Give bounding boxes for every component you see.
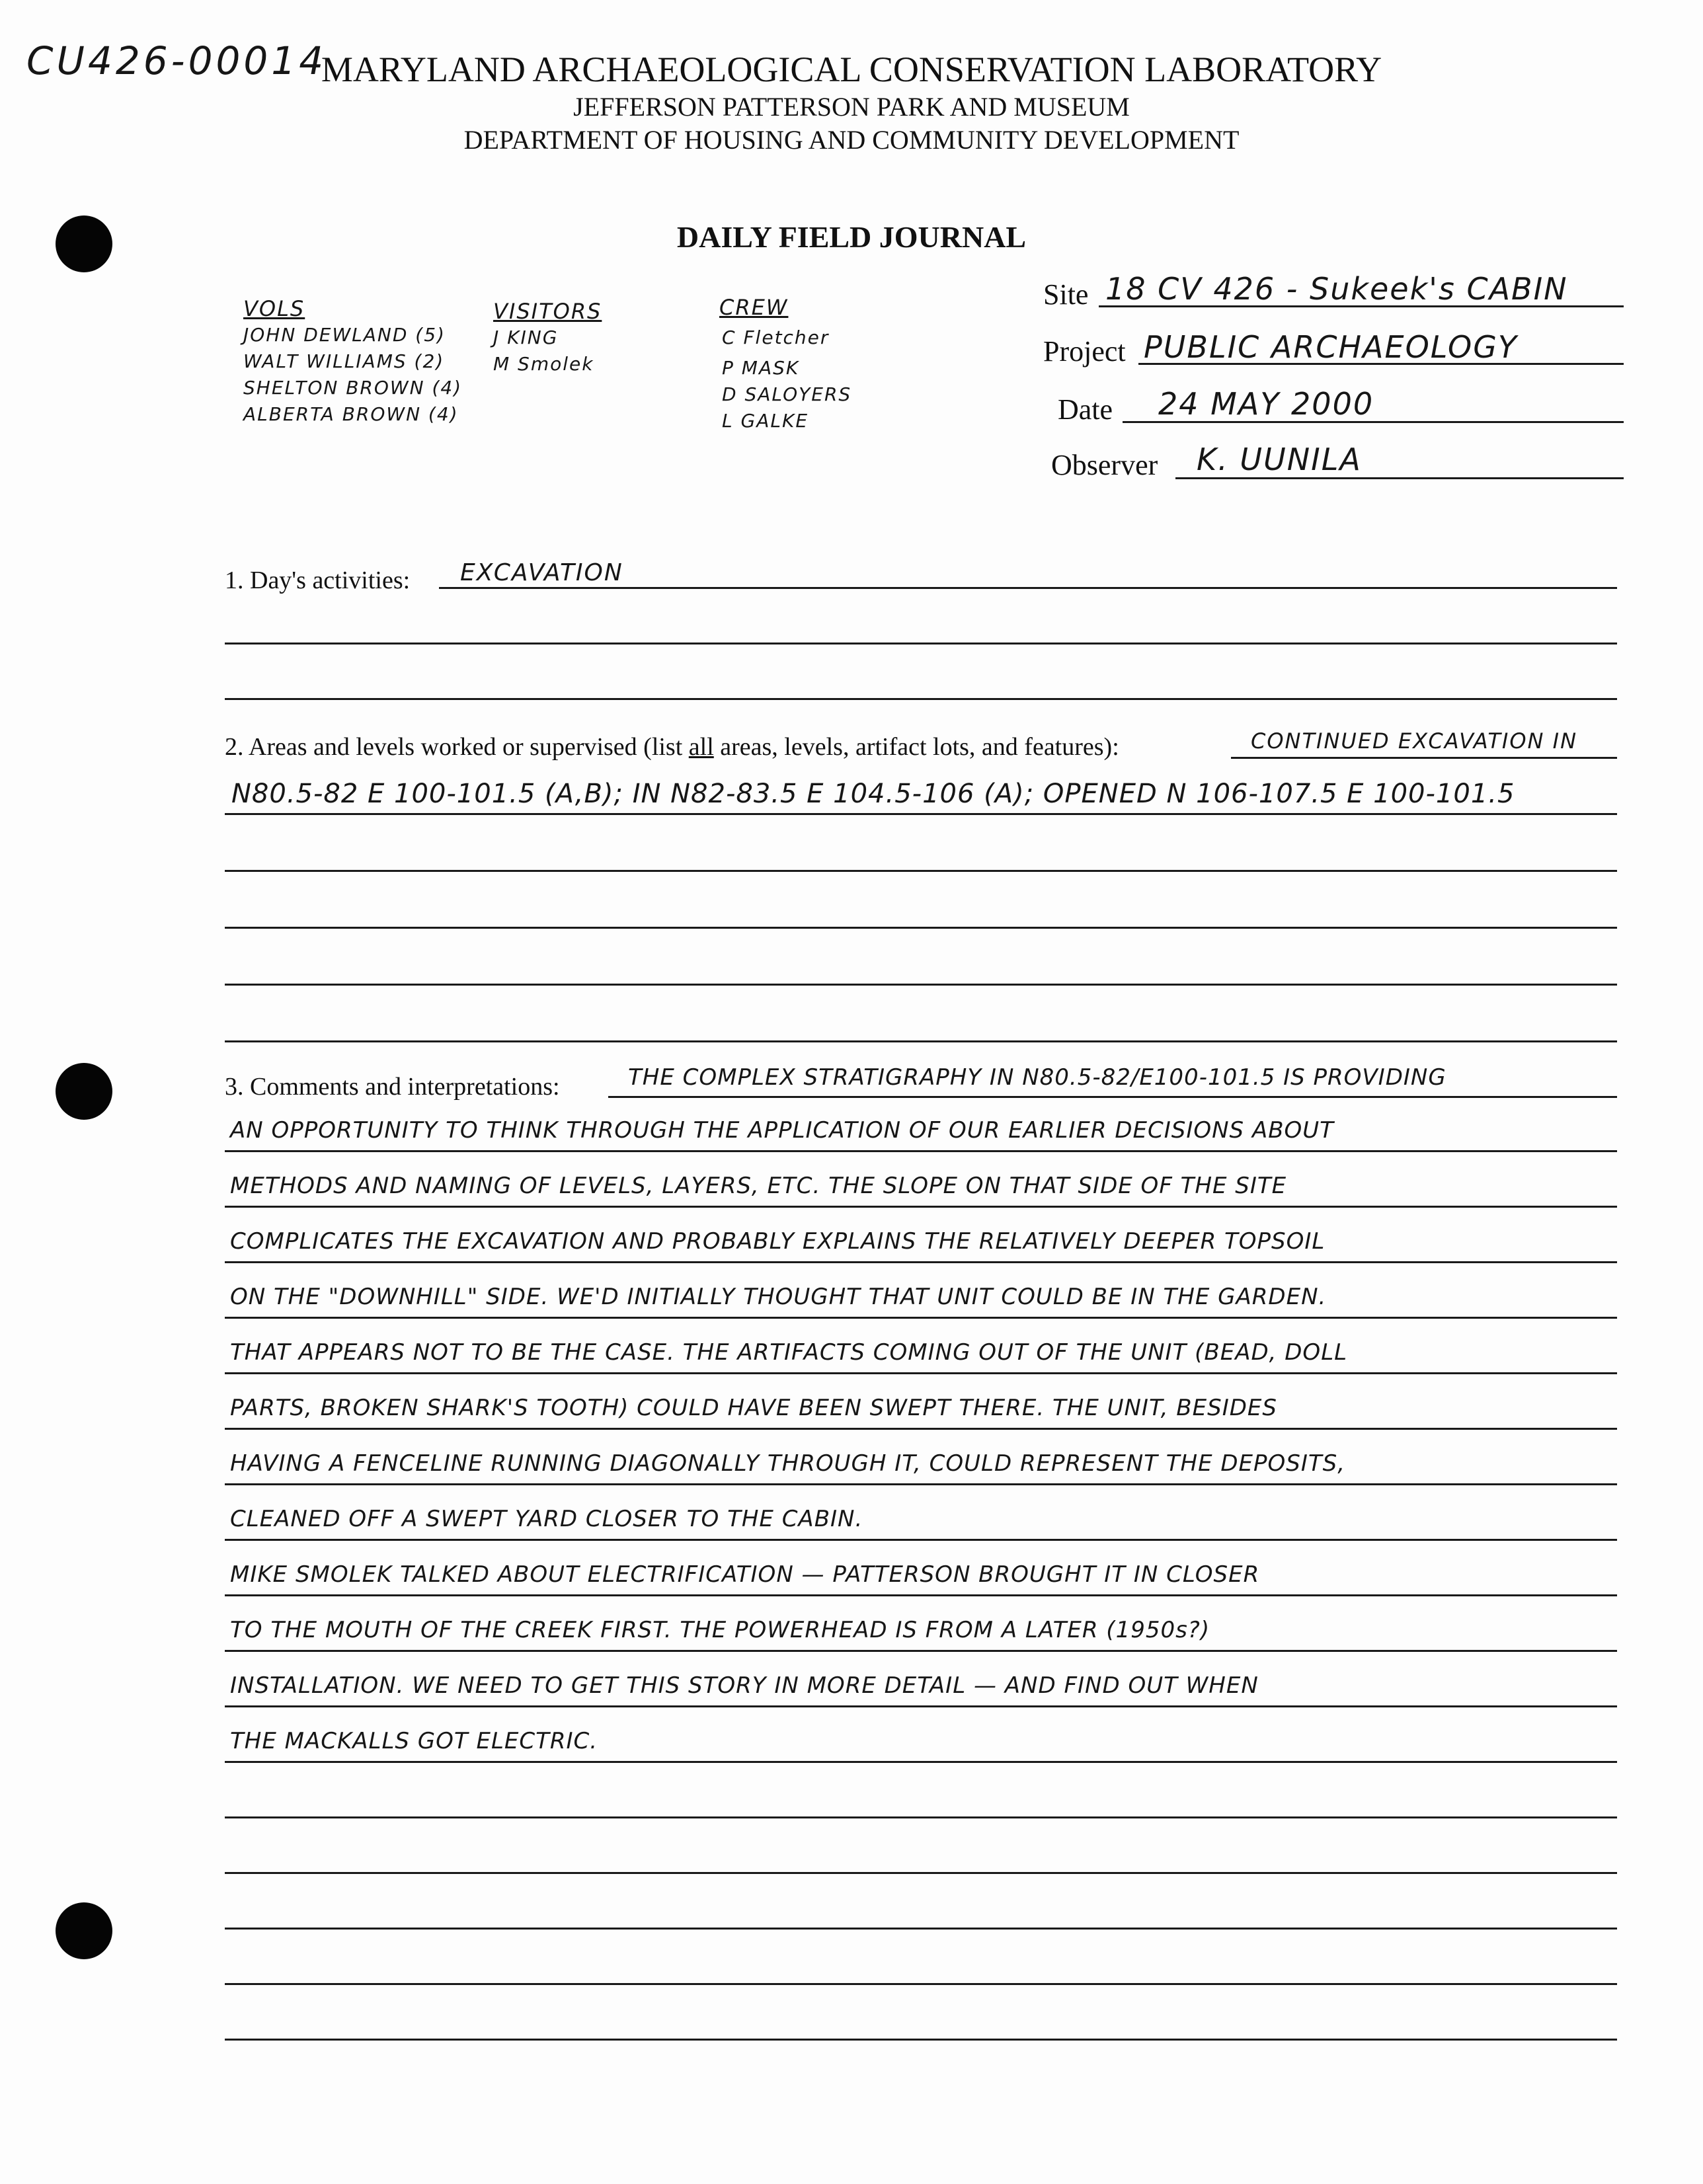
comment-rule [225,1317,1617,1319]
blank-rule [225,1928,1617,1930]
comment-line: ON THE "DOWNHILL" SIDE. WE'D INITIALLY THOUGHT THAT UNIT COULD BE IN THE GARDEN. [230,1284,1327,1310]
comment-rule [225,1650,1617,1652]
vol-name: SHELTON BROWN (4) [243,377,463,399]
visitors-heading: VISITORS [493,299,602,324]
comment-rule [225,1428,1617,1430]
comment-line: HAVING A FENCELINE RUNNING DIAGONALLY THROUGH IT, COULD REPRESENT THE DEPOSITS, [230,1450,1346,1477]
project-label: Project [1043,335,1126,368]
section2-label: 2. Areas and levels worked or supervised (list all areas, levels, artifact lots, and features): [225,733,1119,761]
section3-label: 3. Comments and interpretations: [225,1073,560,1101]
section3-first-line: THE COMPLEX STRATIGRAPHY IN N80.5-82/E100-101.5 IS PROVIDING [628,1064,1446,1091]
blank-rule [225,643,1617,644]
comment-line: TO THE MOUTH OF THE CREEK FIRST. THE POWERHEAD IS FROM A LATER (1950s?) [230,1617,1210,1643]
section2-value-line2: N80.5-82 E 100-101.5 (A,B); IN N82-83.5 E 104.5-106 (A); OPENED N 106-107.5 E 100-101.5 [231,779,1515,809]
site-value: 18 CV 426 - Sukeek's CABIN [1105,271,1568,307]
vol-name: ALBERTA BROWN (4) [243,403,459,425]
binder-hole-middle [56,1063,112,1120]
comment-line: AN OPPORTUNITY TO THINK THROUGH THE APPLICATION OF OUR EARLIER DECISIONS ABOUT [230,1117,1334,1144]
comment-line: THAT APPEARS NOT TO BE THE CASE. THE ARTIFACTS COMING OUT OF THE UNIT (BEAD, DOLL [230,1339,1348,1366]
comment-line: CLEANED OFF A SWEPT YARD CLOSER TO THE CABIN. [230,1506,863,1532]
comment-line: METHODS AND NAMING OF LEVELS, LAYERS, ETC. THE SLOPE ON THAT SIDE OF THE SITE [230,1173,1287,1199]
date-rule [1123,421,1624,423]
blank-rule [225,1983,1617,1985]
blank-rule [225,1816,1617,1818]
blank-rule [225,927,1617,929]
site-label: Site [1043,278,1089,311]
blank-rule [225,2039,1617,2041]
crew-name: P MASK [722,357,800,379]
comment-line: MIKE SMOLEK TALKED ABOUT ELECTRIFICATION — PATTERSON BROUGHT IT IN CLOSER [230,1561,1260,1588]
project-rule [1138,363,1624,365]
vols-heading: VOLS [243,296,305,321]
comment-rule [225,1483,1617,1485]
section2-line-rule [225,813,1617,815]
blank-rule [225,1040,1617,1042]
blank-rule [225,984,1617,986]
observer-label: Observer [1051,449,1158,481]
visitor-name: M Smolek [493,353,594,375]
section1-value: EXCAVATION [460,559,623,586]
comment-line: THE MACKALLS GOT ELECTRIC. [230,1728,598,1754]
crew-name: L GALKE [722,410,809,432]
blank-rule [225,870,1617,872]
comment-rule [225,1261,1617,1263]
comment-rule [225,1761,1617,1763]
header-park-name: JEFFERSON PATTERSON PARK AND MUSEUM [573,92,1130,122]
comment-rule [225,1206,1617,1208]
crew-name: C Fletcher [722,327,830,348]
comment-rule [225,1150,1617,1152]
section3-rule [608,1096,1617,1098]
date-label: Date [1058,393,1113,426]
section1-label: 1. Day's activities: [225,566,411,594]
date-value: 24 MAY 2000 [1158,386,1374,422]
section2-value-line1: CONTINUED EXCAVATION IN [1251,728,1577,754]
page-title: DAILY FIELD JOURNAL [676,220,1027,254]
document-id: CU426-00014 [26,38,327,83]
crew-heading: CREW [719,295,789,320]
site-rule [1099,305,1624,307]
blank-rule [225,1872,1617,1874]
section1-rule [439,587,1617,589]
comment-line: COMPLICATES THE EXCAVATION AND PROBABLY EXPLAINS THE RELATIVELY DEEPER TOPSOIL [230,1228,1326,1255]
comment-line: INSTALLATION. WE NEED TO GET THIS STORY IN MORE DETAIL — AND FIND OUT WHEN [230,1672,1259,1699]
blank-rule [225,698,1617,700]
binder-hole-bottom [56,1902,112,1959]
comment-rule [225,1594,1617,1596]
visitor-name: J KING [493,327,559,348]
header-lab-name: MARYLAND ARCHAEOLOGICAL CONSERVATION LABORATORY [321,50,1382,89]
observer-rule [1175,477,1624,479]
project-value: PUBLIC ARCHAEOLOGY [1144,329,1518,365]
section2-rule [1231,757,1617,759]
crew-name: D SALOYERS [722,383,852,405]
vol-name: WALT WILLIAMS (2) [243,350,445,372]
comment-rule [225,1705,1617,1707]
comment-rule [225,1539,1617,1541]
header-department: DEPARTMENT OF HOUSING AND COMMUNITY DEVELOPMENT [463,125,1240,155]
comment-line: PARTS, BROKEN SHARK'S TOOTH) COULD HAVE BEEN SWEPT THERE. THE UNIT, BESIDES [230,1395,1277,1421]
observer-value: K. UUNILA [1197,442,1362,477]
vol-name: JOHN DEWLAND (5) [243,324,446,346]
comment-rule [225,1372,1617,1374]
